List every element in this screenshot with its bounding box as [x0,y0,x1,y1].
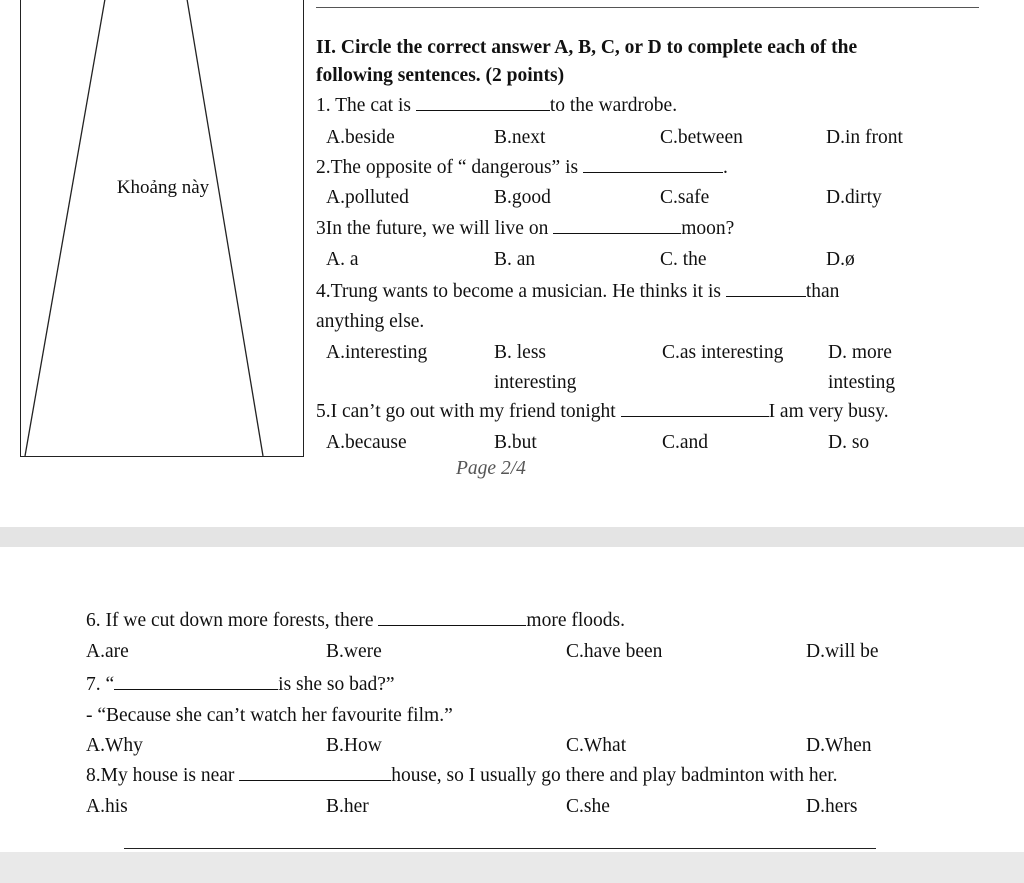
q6-option-a: A.are [86,641,129,662]
answer-blank [621,400,769,417]
q4-option-c: C.as interesting [662,342,784,363]
answer-blank [239,764,391,781]
answer-blank [114,673,278,690]
q4-option-d-line2: intesting [828,372,896,393]
q1-option-a: A.beside [326,127,395,148]
answer-blank [583,156,723,173]
question-7-prefix: 7. “ [86,674,115,695]
q4-option-d: D. more [828,342,892,363]
q8-option-c: C.she [566,796,610,817]
q4-option-a: A.interesting [326,342,428,363]
q8-option-d: D.hers [806,796,858,817]
q7-option-c: C.What [566,735,627,756]
question-6 [86,609,625,633]
question-8-suffix: house, so I usually go there and play badminton with her. [391,765,838,786]
q5-option-c: C.and [662,432,709,453]
q2-option-c: C.safe [660,187,710,208]
question-3-prefix: 3In the future, we will live on [316,218,554,239]
page-bottom-gap [0,852,1024,883]
question-8-prefix: 8.My house is near [86,765,240,786]
q3-option-c: C. the [660,249,707,270]
question-8 [86,764,838,788]
question-7 [86,673,395,697]
side-trapezoid-box [20,0,304,457]
q6-option-b: B.were [326,641,382,662]
question-1-prefix: 1. The cat is [316,95,416,116]
q5-option-b: B.but [494,432,537,453]
answer-blank [378,609,526,626]
answer-blank [416,94,550,111]
question-2-suffix: . [722,157,728,178]
question-4-prefix: 4.Trung wants to become a musician. He thinks it is [316,281,726,302]
q7-option-b: B.How [326,735,382,756]
document-page-2 [0,547,1024,852]
answer-blank [726,280,806,297]
question-7-suffix: is she so bad?” [278,674,395,695]
page-number: Page 2/4 [456,458,526,479]
question-2-prefix: 2.The opposite of “ dangerous” is [316,157,583,178]
question-3 [316,217,734,241]
question-1 [316,94,677,118]
question-1-suffix: to the wardrobe. [549,95,678,116]
q2-option-d: D.dirty [826,187,882,208]
question-6-prefix: 6. If we cut down more forests, there [86,610,379,631]
question-6-suffix: more floods. [526,610,625,631]
q4-option-b-line2: interesting [494,372,577,393]
question-4-continuation: anything else. [316,311,425,332]
q7-option-a: A.Why [86,735,143,756]
page-break-gap [0,527,1024,547]
q3-option-a: A. a [326,249,359,270]
answer-blank [553,217,681,234]
question-3-suffix: moon? [681,218,735,239]
q3-option-d: D.ø [826,249,855,270]
question-5 [316,400,889,424]
q5-option-a: A.because [326,432,407,453]
question-2 [316,156,728,180]
q3-option-b: B. an [494,249,536,270]
q4-option-b: B. less [494,342,547,363]
trapezoid-drawing [21,0,305,458]
q7-option-d: D.When [806,735,872,756]
q8-option-a: A.his [86,796,128,817]
question-5-prefix: 5.I can’t go out with my friend tonight [316,401,621,422]
question-4-suffix: than [805,281,840,302]
section-heading-line1: II. Circle the correct answer A, B, C, or D to complete each of the [316,37,858,58]
q1-option-d: D.in front [826,127,903,148]
q2-option-a: A.polluted [326,187,409,208]
q6-option-d: D.will be [806,641,879,662]
section-end-rule [124,848,876,849]
q1-option-c: C.between [660,127,743,148]
q2-option-b: B.good [494,187,551,208]
q6-option-c: C.have been [566,641,663,662]
section-heading-line2: following sentences. (2 points) [316,65,565,86]
question-7-answer-line: - “Because she can’t watch her favourite film.” [86,705,453,726]
side-label: Khoảng này [116,177,210,198]
question-4 [316,280,839,304]
q8-option-b: B.her [326,796,369,817]
top-table-rule [316,7,979,8]
q5-option-d: D. so [828,432,870,453]
q1-option-b: B.next [494,127,546,148]
question-5-suffix: I am very busy. [768,401,889,422]
